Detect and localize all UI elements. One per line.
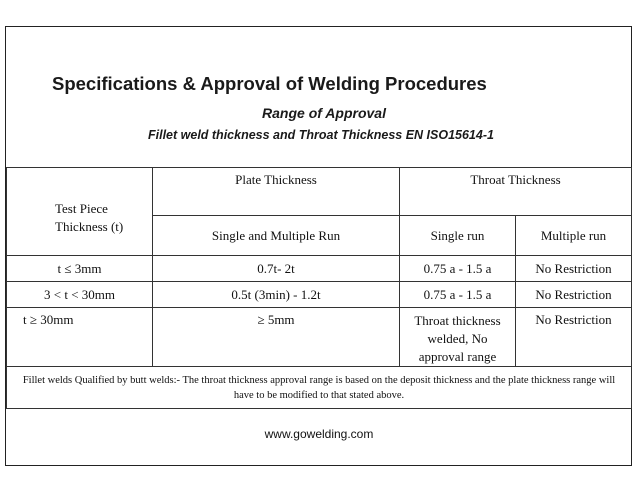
page-subtitle: Range of Approval (262, 105, 386, 121)
cell-plate: 0.7t- 2t (153, 256, 400, 282)
cell-test-piece: t ≥ 30mm (7, 308, 153, 367)
header-throat-thickness: Throat Thickness (400, 168, 632, 216)
header-plate-single-multiple: Single and Multiple Run (153, 216, 400, 256)
header-plate-thickness: Plate Thickness (153, 168, 400, 216)
cell-throat-single: 0.75 a - 1.5 a (400, 282, 516, 308)
header-test-piece-label: Test Piece Thickness (t) (55, 200, 124, 234)
cell-plate: 0.5t (3min) - 1.2t (153, 282, 400, 308)
table-row (7, 256, 632, 282)
cell-throat-single: 0.75 a - 1.5 a (400, 256, 516, 282)
header-throat-single: Single run (400, 216, 516, 256)
cell-test-piece: 3 < t < 30mm (7, 282, 153, 308)
cell-throat-single: Throat thickness welded, No approval range (400, 308, 516, 367)
approval-table (6, 167, 632, 409)
cell-throat-multiple: No Restriction (516, 256, 632, 282)
page-title: Specifications & Approval of Welding Procedures (52, 73, 487, 94)
table-note: Fillet welds Qualified by butt welds:- The throat thickness approval range is based on the deposit thickness and the plate thickness range will have to be modified to that stated above. (7, 367, 632, 409)
header-test-piece (7, 168, 153, 256)
standard-line: Fillet weld thickness and Throat Thickness EN ISO15614-1 (148, 128, 494, 142)
footer-url[interactable]: www.gowelding.com (264, 427, 374, 441)
header-throat-multiple: Multiple run (516, 216, 632, 256)
cell-test-piece: t ≤ 3mm (7, 256, 153, 282)
cell-plate: ≥ 5mm (153, 308, 400, 367)
table-row (7, 282, 632, 308)
table-row (7, 308, 632, 367)
cell-throat-multiple: No Restriction (516, 308, 632, 367)
cell-throat-multiple: No Restriction (516, 282, 632, 308)
